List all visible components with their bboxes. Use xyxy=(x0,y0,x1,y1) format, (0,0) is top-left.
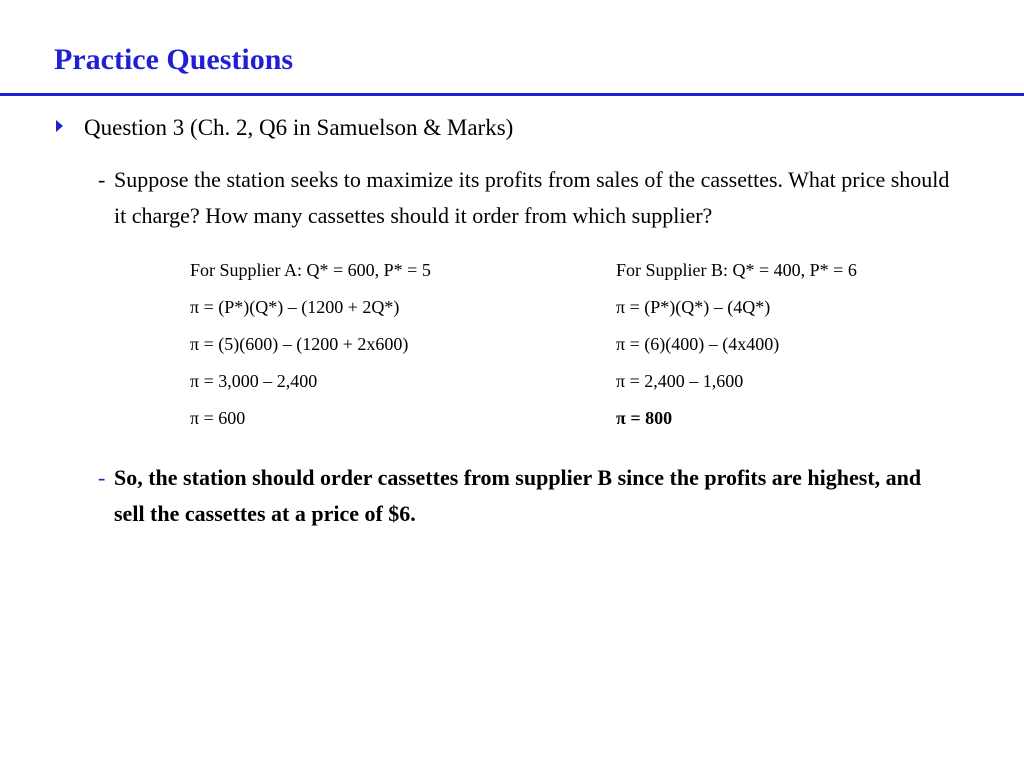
slide-title: Practice Questions xyxy=(54,43,294,76)
conclusion-dash: - xyxy=(98,465,106,490)
supplier-b-line: For Supplier B: Q* = 400, P* = 6 xyxy=(616,260,857,280)
supplier-a-line: For Supplier A: Q* = 600, P* = 5 xyxy=(190,260,431,280)
question-heading: Question 3 (Ch. 2, Q6 in Samuelson & Marks) xyxy=(84,115,514,140)
title-divider xyxy=(0,93,1024,96)
supplier-b-line: π = (P*)(Q*) – (4Q*) xyxy=(616,297,771,317)
supplier-a-line: π = 3,000 – 2,400 xyxy=(190,371,318,391)
supplier-b-result: π = 800 xyxy=(616,408,673,428)
conclusion-text: So, the station should order cassettes from supplier B since the profits are highest, and sell the cassettes at a price of $6. xyxy=(114,465,922,526)
sub-bullet-dash: - xyxy=(98,167,106,192)
supplier-a-calculation xyxy=(190,252,431,437)
sub-question-text: Suppose the station seeks to maximize its profits from sales of the cassettes. What price should it charge? How many cassettes should it order from which supplier? xyxy=(114,167,950,228)
supplier-b-line: π = (6)(400) – (4x400) xyxy=(616,334,780,354)
supplier-b-line: π = 2,400 – 1,600 xyxy=(616,371,744,391)
triangle-bullet-icon xyxy=(56,120,63,132)
supplier-a-line: π = (5)(600) – (1200 + 2x600) xyxy=(190,334,409,354)
supplier-a-line: π = (P*)(Q*) – (1200 + 2Q*) xyxy=(190,297,400,317)
supplier-b-calculation xyxy=(616,252,857,437)
supplier-a-line: π = 600 xyxy=(190,408,246,428)
